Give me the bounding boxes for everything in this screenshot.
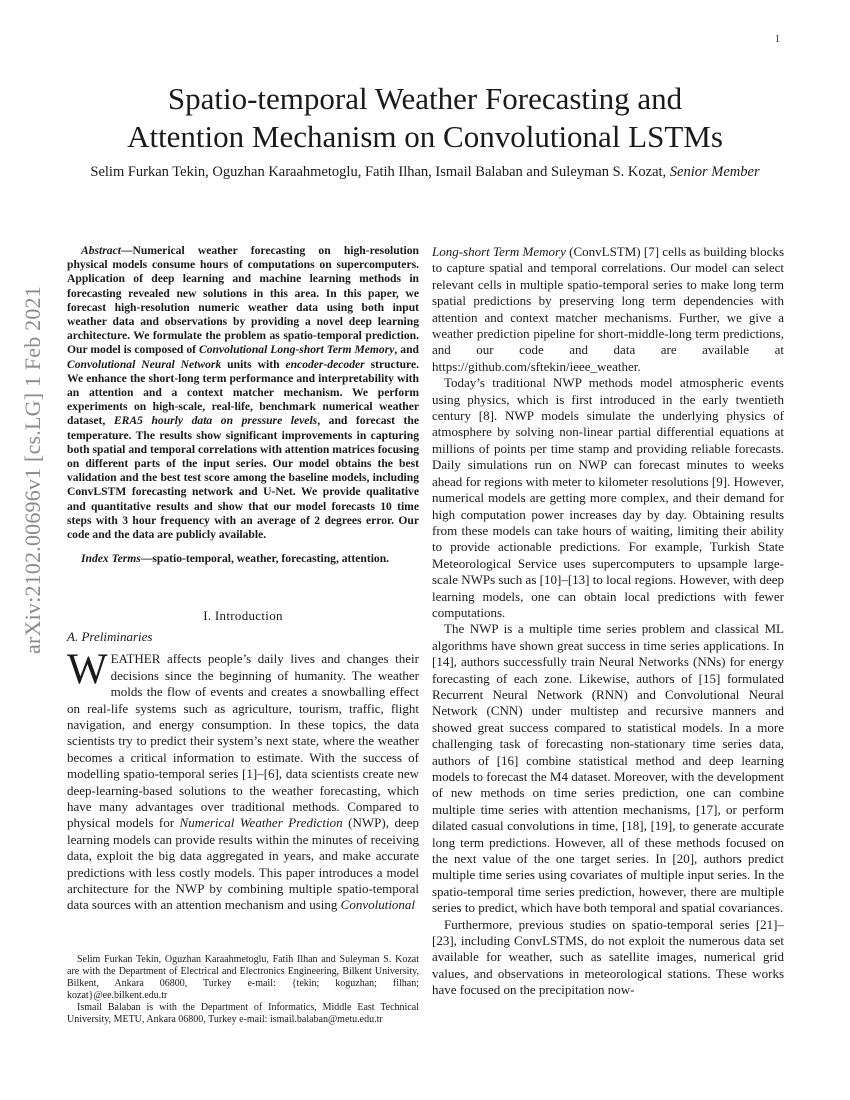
index-terms-label: Index Terms — [81, 552, 141, 566]
intro-paragraph: WEATHER affects people’s daily lives and changes their decisions since the beginning of humanity. The weather molds the flow of events and creates a snowballing effect on real-life systems such as agriculture, tourism, traffic, flight navigation, and energy consumption. In these topics, the data scientists try to predict their system’s next state, where the weather becomes a critical information to estimate. With the success of modelling spatio-temporal series [1]–[6], data scientists create new deep-learning-based solutions to the weather forecasting, which have many advantages over traditional methods. Compared to physical models for Numerical Weather Prediction (NWP), deep learning models can provide results within the minutes of receiving data, exploit the big data aggregated in years, and make accurate predictions with less costly models. This paper introduces a model architecture for the NWP by combining multiple spatio-temporal data sources with an attention mechanism and using Convolutional — [67, 646, 419, 913]
title-line-1: Spatio-temporal Weather Forecasting and — [167, 81, 683, 116]
abstract-label: Abstract — [81, 244, 121, 257]
drop-cap: W — [67, 646, 108, 694]
paper-title — [60, 80, 790, 156]
section-heading: I. Introduction — [203, 608, 283, 624]
footnote-affiliation-1: Selim Furkan Tekin, Oguzhan Karaahmetoglu, Fatih Ilhan and Suleyman S. Kozat are with the Department of Electrical and Electronics Engineering, Bilkent University, Bilkent, Ankara 06800, Turkey e-mail: {tekin; koguzhan; filhan; kozat}@ee.bilkent.edu.tr — [67, 954, 419, 1001]
right-paragraph-2: Today’s traditional NWP methods model atmospheric events using physics, which is first introduced in the early twentieth century [8]. NWP models simulate the underlying physics of atmosphere by solving non-linear partial differential equations at millions of points per time stamp and providing reliable forecasts. Daily simulations run on NWP can forecast minutes to weeks ahead for regions with meter to kilometer resolutions [9]. However, numerical models are getting more complex, and their demand for high computation power increases day by day. Obtaining results from these models can take hours of waiting, limiting their ability to provide actionable predictions. For example, Turkish State Meteorological Service uses supercomputers to upsample large-scale NWPs such as [10]–[13] to local regions. However, with deep learning models, one can obtain local predictions with fewer computations. — [432, 375, 784, 620]
arxiv-id: arXiv:2102.00696v1 [cs.LG] 1 Feb 2021 — [20, 286, 45, 654]
arxiv-stamp — [18, 286, 48, 654]
right-paragraph-3: The NWP is a multiple time series problem and classical ML algorithms have shown great success in time series applications. In [14], authors successfully train Neural Networks (NNs) for energy forecasting of each zone. Likewise, authors of [15] formulated Recurrent Neural Network (RNN) and Convolutional Neural Network (CNN) under multistep and recursive manners and showed great success compared to statistical models. In a more challenging task of forecasting non-stationary time series data, authors of [16] combine statistical method and deep learning models to forecast the M4 dataset. Moreover, with the development of new methods on time series prediction, one can combine multiple time series with attention mechanisms, [17], or perform dilated casual convolutions in time, [18], [19], to generate accurate long term predictions. However, all of these methods focused on the next value of the one target series. In [20], authors predict multiple time series using covariates of multiple input series. In the spatio-temporal time series prediction, however, there are multiple series to predict, which have both temporal and spatial covariances. — [432, 621, 784, 916]
page-number: 1 — [775, 34, 780, 45]
subsection-heading: A. Preliminaries — [67, 628, 153, 644]
footnotes — [67, 954, 419, 1026]
index-terms: Index Terms—spatio-temporal, weather, forecasting, attention. — [81, 552, 390, 566]
authors-suffix: Senior Member — [669, 164, 760, 180]
footnote-affiliation-2: Ismail Balaban is with the Department of Informatics, Middle East Technical University, METU, Ankara 06800, Turkey e-mail: ismail.balaban@metu.edu.tr — [67, 1002, 419, 1025]
right-paragraph-1: Long-short Term Memory (ConvLSTM) [7] cells as building blocks to capture spatial and temporal correlations. Our model can select relevant cells in multiple spatio-temporal series to make long term spatial predictions by preserving long term dependencies with attention and context matcher mechanisms. Further, we give a weather prediction pipeline for short-middle-long term predictions, and our code and data are available at https://github.com/sftekin/ieee_weather. — [432, 244, 784, 374]
right-column — [432, 244, 784, 999]
abstract: Abstract—Numerical weather forecasting on high-resolution physical models consume hours of computations on supercomputers. Application of deep learning and machine learning methods in forecasting revealed new solutions in this area. In this paper, we forecast high-resolution numeric weather data using both input weather data and observations by providing a novel deep learning architecture. We formulate the problem as spatio-temporal prediction. Our model is composed of Convolutional Long-short Term Memory, and Convolutional Neural Network units with encoder-decoder structure. We enhance the short-long term performance and interpretability with an attention and a context matcher mechanism. We perform experiments on high-scale, real-life, benchmark numerical weather dataset, ERA5 hourly data on pressure levels, and forecast the temperature. The results show significant improvements in capturing both spatial and temporal correlations with attention matrices focusing on different parts of the input series. Our model obtains the best validation and the best test score among the baseline models, including ConvLSTM forecasting network and U-Net. We provide qualitative and quantitative results and show that our model forecasts 10 time steps with 3 hour frequency with an average of 2 degrees error. Our code and the data are publicly available. — [67, 244, 420, 542]
right-paragraph-4: Furthermore, previous studies on spatio-temporal series [21]–[23], including ConvLSTMS, do not exploit the numerous data set available for weather, such as satellite images, numerical grid values, and observations in meteorological stations. These works have focused on the precipitation now- — [432, 916, 784, 998]
title-line-2: Attention Mechanism on Convolutional LSTMs — [127, 119, 723, 154]
left-column — [67, 244, 419, 914]
author-list — [80, 163, 770, 182]
authors-main: Selim Furkan Tekin, Oguzhan Karaahmetoglu, Fatih Ilhan, Ismail Balaban and Suleyman S. Kozat, — [90, 164, 667, 180]
